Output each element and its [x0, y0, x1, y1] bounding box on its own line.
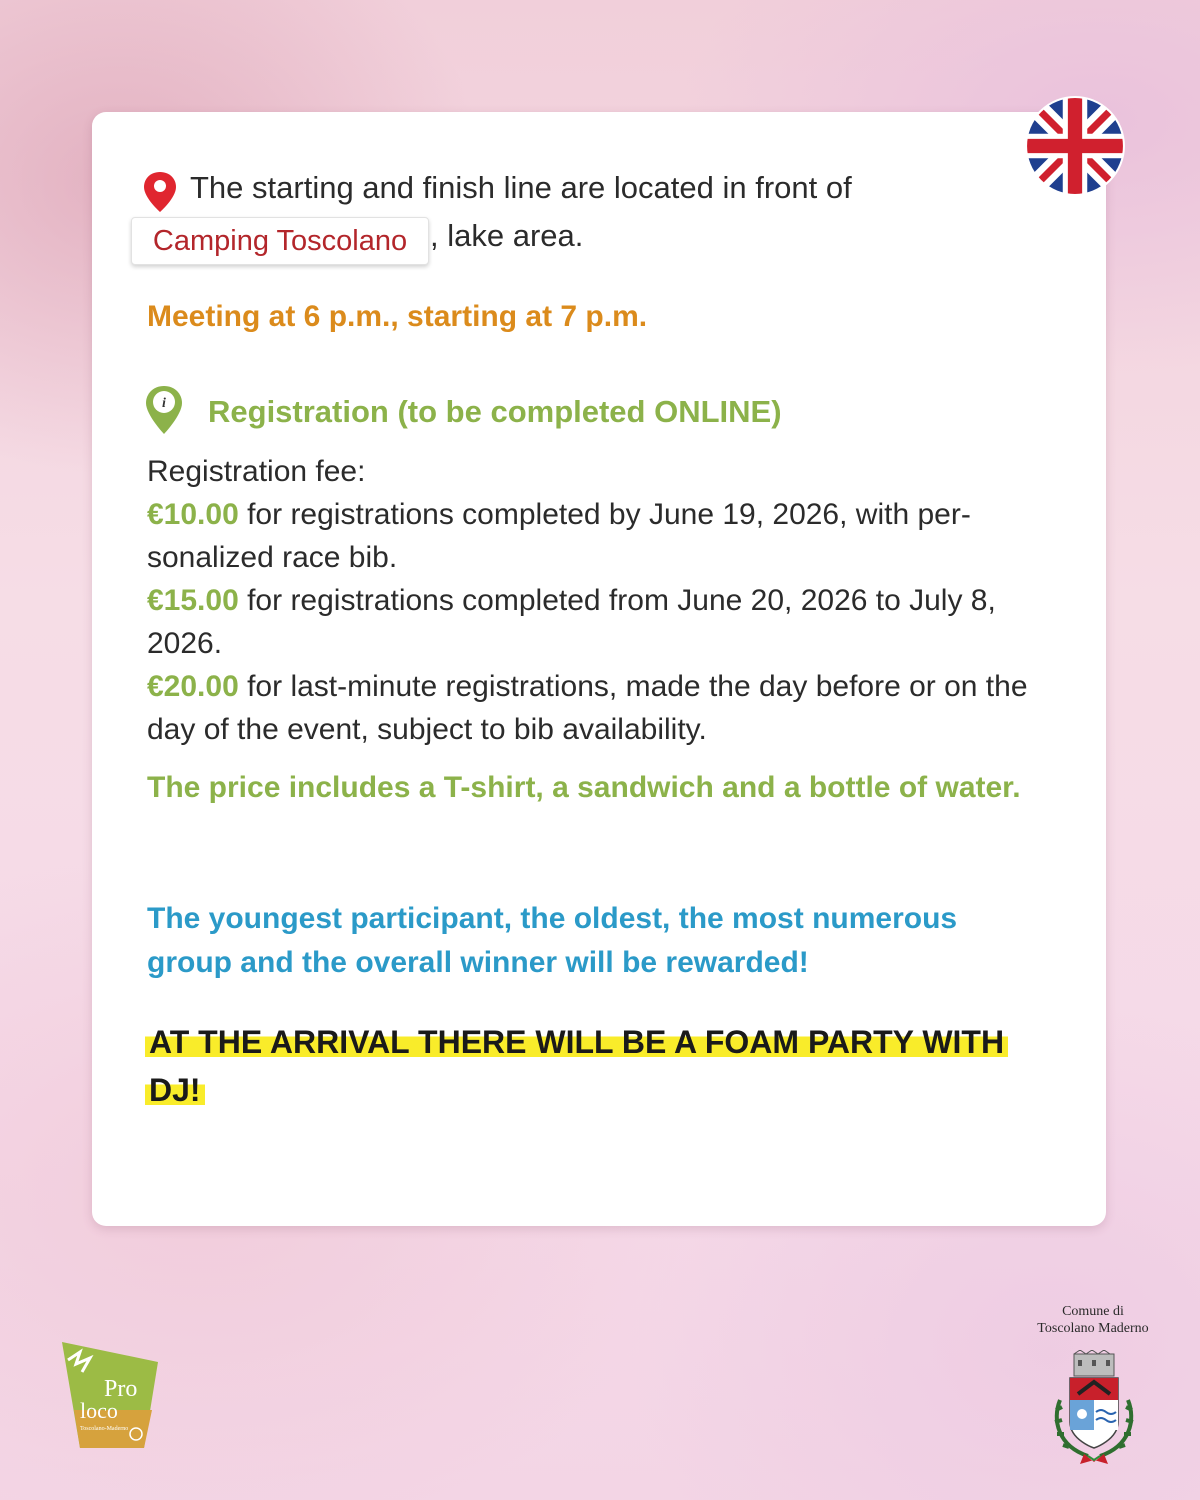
fee-tier — [147, 493, 1037, 579]
location-text-end: , lake area. — [430, 218, 584, 253]
rewards-text: The youngest participant, the oldest, the most numerous group and the overall winner will be rewarded! — [147, 902, 958, 979]
svg-text:i: i — [162, 396, 166, 411]
uk-flag-icon[interactable] — [1024, 95, 1126, 197]
proloco-logo — [60, 1338, 160, 1450]
fee-desc: for last-minute registrations, made the day before or on the day of the event, subject to bib availability. — [147, 670, 1028, 746]
fee-price: €15.00 — [147, 584, 239, 617]
comune-line1: Comune di — [1062, 1304, 1124, 1319]
proloco-logo-text-1: Pro — [104, 1376, 138, 1402]
fee-tier — [147, 579, 1037, 665]
registration-title: Registration (to be completed ONLINE) — [208, 394, 782, 429]
foam-party-banner — [145, 1018, 1025, 1114]
proloco-logo-text-2: loco — [80, 1398, 118, 1423]
price-includes: The price includes a T-shirt, a sandwich and a bottle of water. — [147, 771, 1021, 804]
fee-price: €10.00 — [147, 498, 239, 531]
foam-party-text: AT THE ARRIVAL THERE WILL BE A FOAM PARTY WITH DJ! — [145, 1024, 1008, 1108]
fee-tier — [147, 665, 1037, 751]
coat-of-arms-icon — [1048, 1350, 1140, 1470]
comune-line2: Toscolano Maderno — [1037, 1321, 1149, 1336]
proloco-logo-text-3: Toscolano-Maderno — [80, 1426, 129, 1432]
fee-desc: for registrations completed from June 20, 2026 to July 8, 2026. — [147, 584, 996, 660]
comune-label — [1018, 1303, 1168, 1337]
fee-desc: for registrations completed by June 19, 2026, with per-sonalized race bib. — [147, 498, 971, 574]
map-pin-icon — [142, 170, 178, 214]
venue-link[interactable]: Camping Toscolano — [131, 217, 429, 265]
fee-price: €20.00 — [147, 670, 239, 703]
info-pin-icon — [143, 384, 185, 436]
location-text: The starting and finish line are located in front of — [190, 170, 852, 205]
registration-fees — [147, 450, 1037, 751]
meeting-time: Meeting at 6 p.m., starting at 7 p.m. — [147, 300, 648, 333]
fee-label: Registration fee: — [147, 455, 366, 488]
